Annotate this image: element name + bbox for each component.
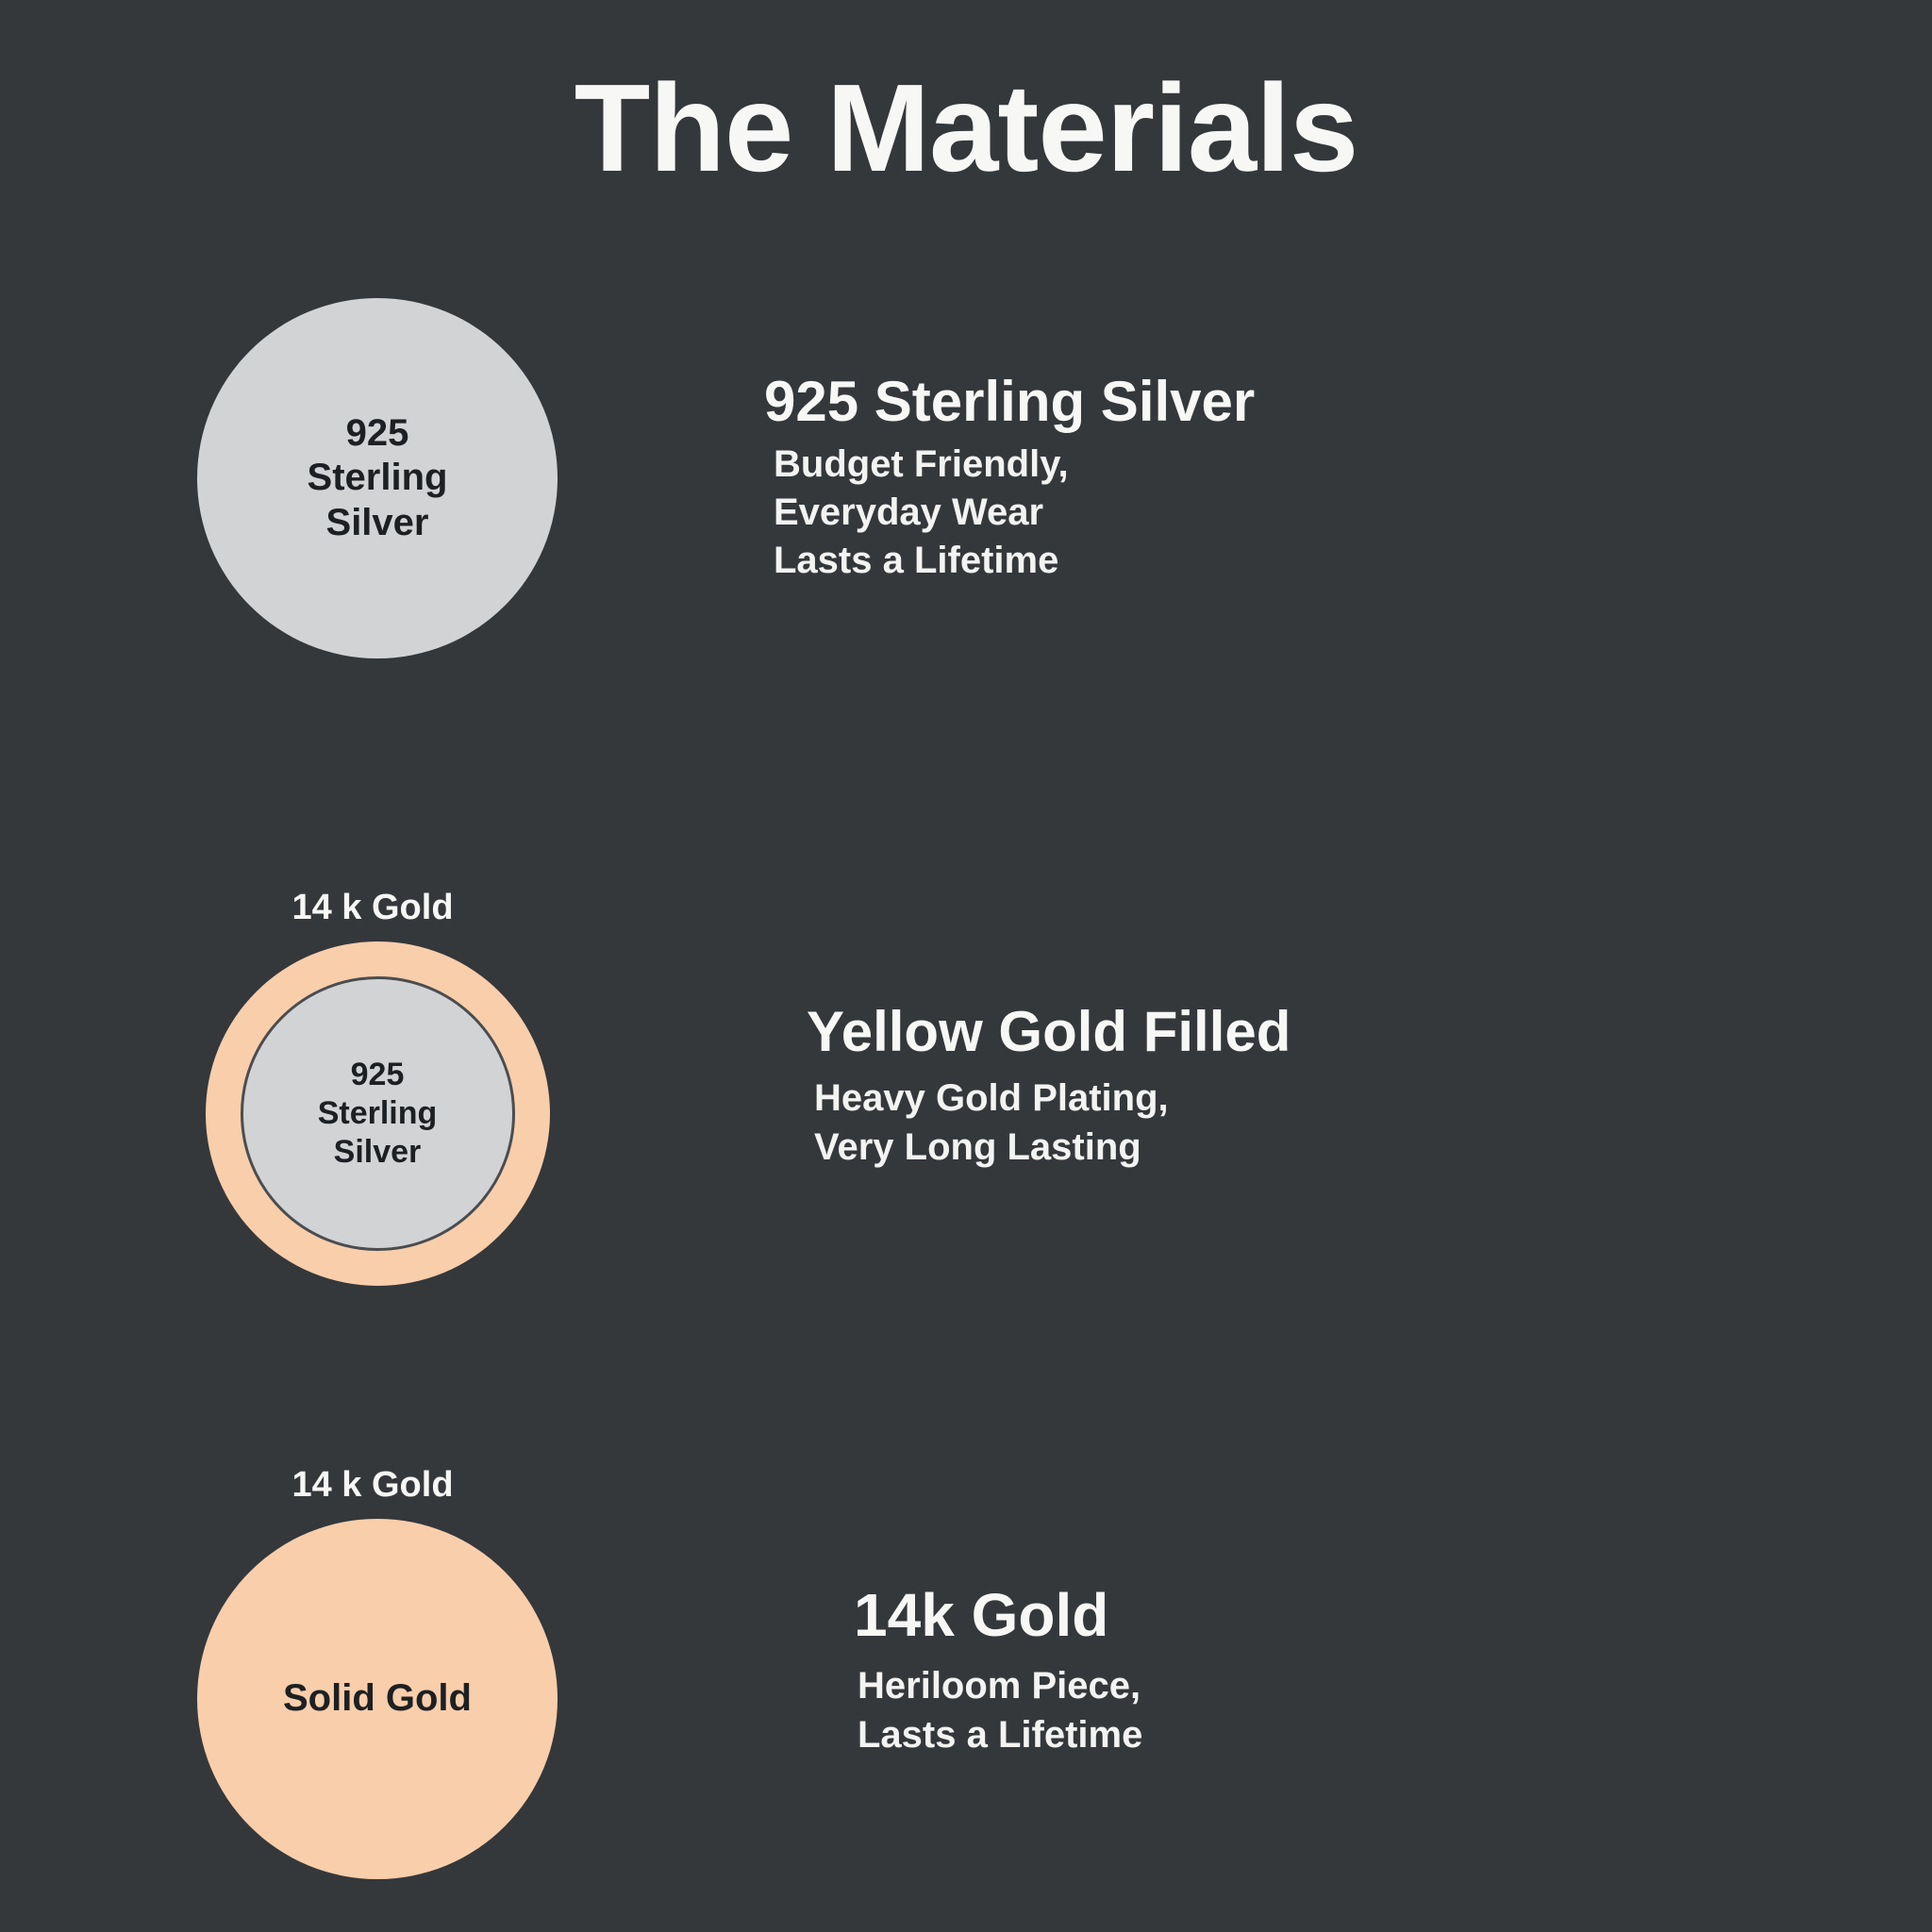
- disc-label-line: Sterling: [317, 1095, 438, 1132]
- description-line: Budget Friendly,: [774, 442, 1069, 485]
- disc-label-line: Silver: [333, 1133, 422, 1170]
- description-line: Everyday Wear: [774, 491, 1044, 533]
- material-description: [764, 441, 1932, 586]
- material-title: 925 Sterling Silver: [764, 369, 1256, 433]
- material-row-14k-gold: [0, 1450, 1932, 1893]
- description-line: Heriloom Piece,: [858, 1665, 1141, 1707]
- description-line: Heavy Gold Plating,: [814, 1077, 1169, 1120]
- disc-label-line: 925: [345, 412, 409, 455]
- solid-gold-disc: [197, 1519, 558, 1879]
- page-title: The Materials: [574, 58, 1358, 197]
- disc-label-line: Solid Gold: [283, 1677, 472, 1719]
- gold-layer-label: 14 k Gold: [291, 1464, 454, 1505]
- material-description: [807, 1074, 1932, 1171]
- materials-list: [0, 257, 1932, 1893]
- description-line: Lasts a Lifetime: [774, 540, 1059, 582]
- material-title: 14k Gold: [854, 1581, 1109, 1650]
- disc-label-line: Silver: [325, 501, 429, 543]
- solid-gold-diagram: [0, 1465, 755, 1879]
- yellow-gold-filled-diagram: [0, 888, 755, 1286]
- yellow-gold-filled-text: [755, 1002, 1932, 1171]
- sterling-silver-disc: [197, 298, 558, 658]
- 14k-gold-text: [755, 1581, 1932, 1759]
- description-line: Lasts a Lifetime: [858, 1713, 1143, 1756]
- material-row-sterling-silver: [0, 257, 1932, 700]
- sterling-silver-diagram: [0, 298, 755, 658]
- disc-label-line: Sterling: [307, 457, 448, 499]
- sterling-silver-text: [755, 369, 1932, 586]
- material-title: Yellow Gold Filled: [807, 1000, 1291, 1064]
- disc-label-line: 925: [350, 1057, 405, 1093]
- description-line: Very Long Lasting: [814, 1125, 1141, 1168]
- material-description: [854, 1662, 1932, 1758]
- gold-layer-label: 14 k Gold: [291, 888, 454, 927]
- gold-filled-core-disc: [241, 976, 515, 1251]
- gold-filled-outer-ring: [206, 941, 550, 1286]
- material-row-yellow-gold-filled: [0, 851, 1932, 1323]
